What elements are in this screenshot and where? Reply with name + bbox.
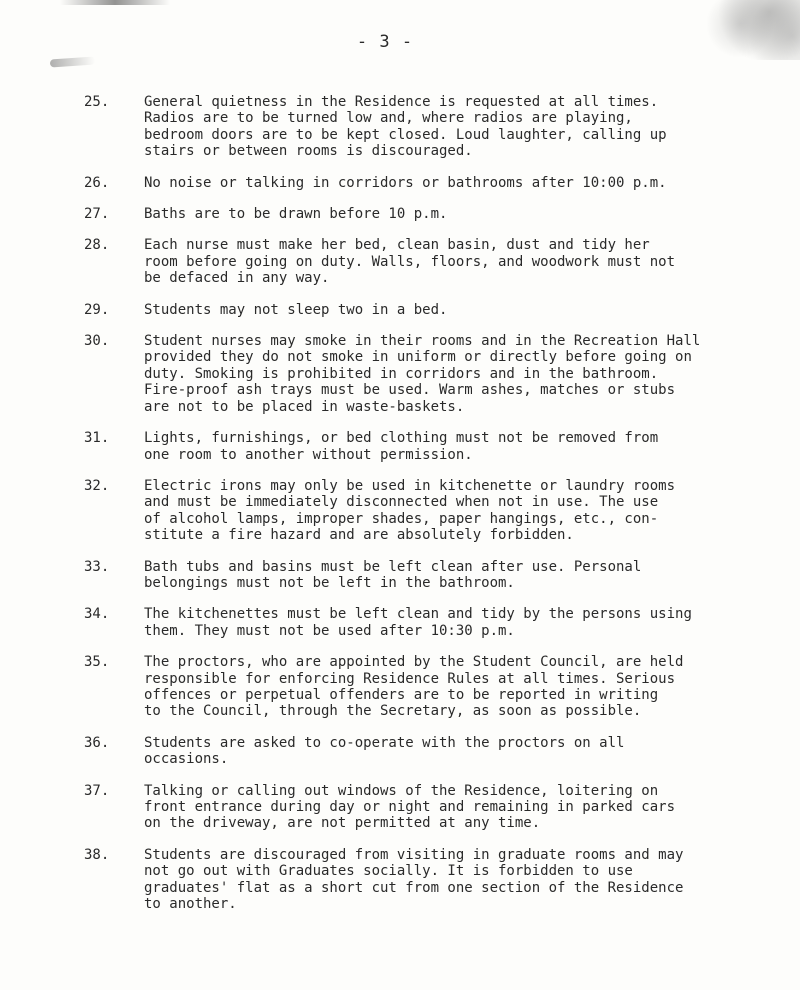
rule-item [84,333,784,415]
rules-list [84,94,784,927]
rule-item [84,237,784,286]
rule-number: 25. [84,94,110,110]
rule-text: Each nurse must make her bed, clean basin, dust and tidy her room before going on duty. Walls, floors, and woodwork must not be defaced in any way. [144,237,676,287]
rule-text: Bath tubs and basins must be left clean after use. Personal belongings must not be left in the bathroom. [144,558,642,591]
rule-item [84,735,784,768]
rule-item [84,783,784,832]
rule-number: 26. [84,174,110,191]
rule-item [84,654,784,720]
rule-number: 35. [84,654,110,671]
rule-text: Student nurses may smoke in their rooms and in the Recreation Hall provided they do not smoke in uniform or directly before going on duty. Smoking is prohibited in corridors and in the bathroom. Fire-proof ash trays must be used. Warm ashes, matches or stubs are not to be placed in waste-baskets. [144,333,701,415]
rule-text: Lights, furnishings, or bed clothing must not be removed from one room to another without permission. [144,430,659,463]
rule-number: 29. [84,301,110,318]
rule-item [84,847,784,913]
scan-artifact [60,0,170,5]
rule-number: 36. [84,734,110,751]
rule-number: 37. [84,782,110,799]
rule-number: 34. [84,606,110,623]
rule-item [84,302,784,318]
rule-text: Electric irons may only be used in kitchenette or laundry rooms and must be immediately disconnected when not in use. The use of alcohol lamps, improper shades, paper hangings, etc., con- stitute a fire hazard and are absolutely forbidden. [144,477,676,544]
rule-item [84,94,784,160]
rule-item [84,478,784,544]
rule-item [84,606,784,639]
rule-text: The proctors, who are appointed by the Student Council, are held responsible for enforcing Residence Rules at all times. Serious offences or perpetual offenders are to be reported in writing to the Council, through the Secretary, as soon as possible. [144,654,684,720]
rule-text: Baths are to be drawn before 10 p.m. [144,206,448,223]
rule-number: 28. [84,237,110,254]
rule-item [84,559,784,592]
rule-item [84,175,784,191]
rule-item [84,206,784,222]
rule-number: 31. [84,430,110,447]
rule-number: 30. [84,333,110,350]
page-number: - 3 - [356,32,414,52]
rule-number: 38. [84,846,110,863]
rule-text: The kitchenettes must be left clean and tidy by the persons using them. They must not be used after 10:30 p.m. [144,606,692,639]
rule-text: General quietness in the Residence is requested at all times. Radios are to be turned low and, where radios are playing, bedroom doors are to be kept closed. Loud laughter, calling up stairs or between rooms is discouraged. [144,94,667,160]
rule-text: Talking or calling out windows of the Residence, loitering on front entrance during day or night and remaining in parked cars on the driveway, are not permitted at any time. [144,782,676,832]
rule-text: Students are asked to co-operate with the proctors on all occasions. [144,734,625,768]
rule-number: 32. [84,477,110,494]
rule-number: 27. [84,206,110,223]
rule-text: No noise or talking in corridors or bathrooms after 10:00 p.m. [144,174,667,191]
scan-artifact [50,56,95,67]
rule-item [84,430,784,463]
rule-text: Students are discouraged from visiting in graduate rooms and may not go out with Graduates socially. It is forbidden to use graduates' flat as a short cut from one section of the Residence to another. [144,846,684,913]
rule-number: 33. [84,558,110,575]
rule-text: Students may not sleep two in a bed. [144,301,448,318]
